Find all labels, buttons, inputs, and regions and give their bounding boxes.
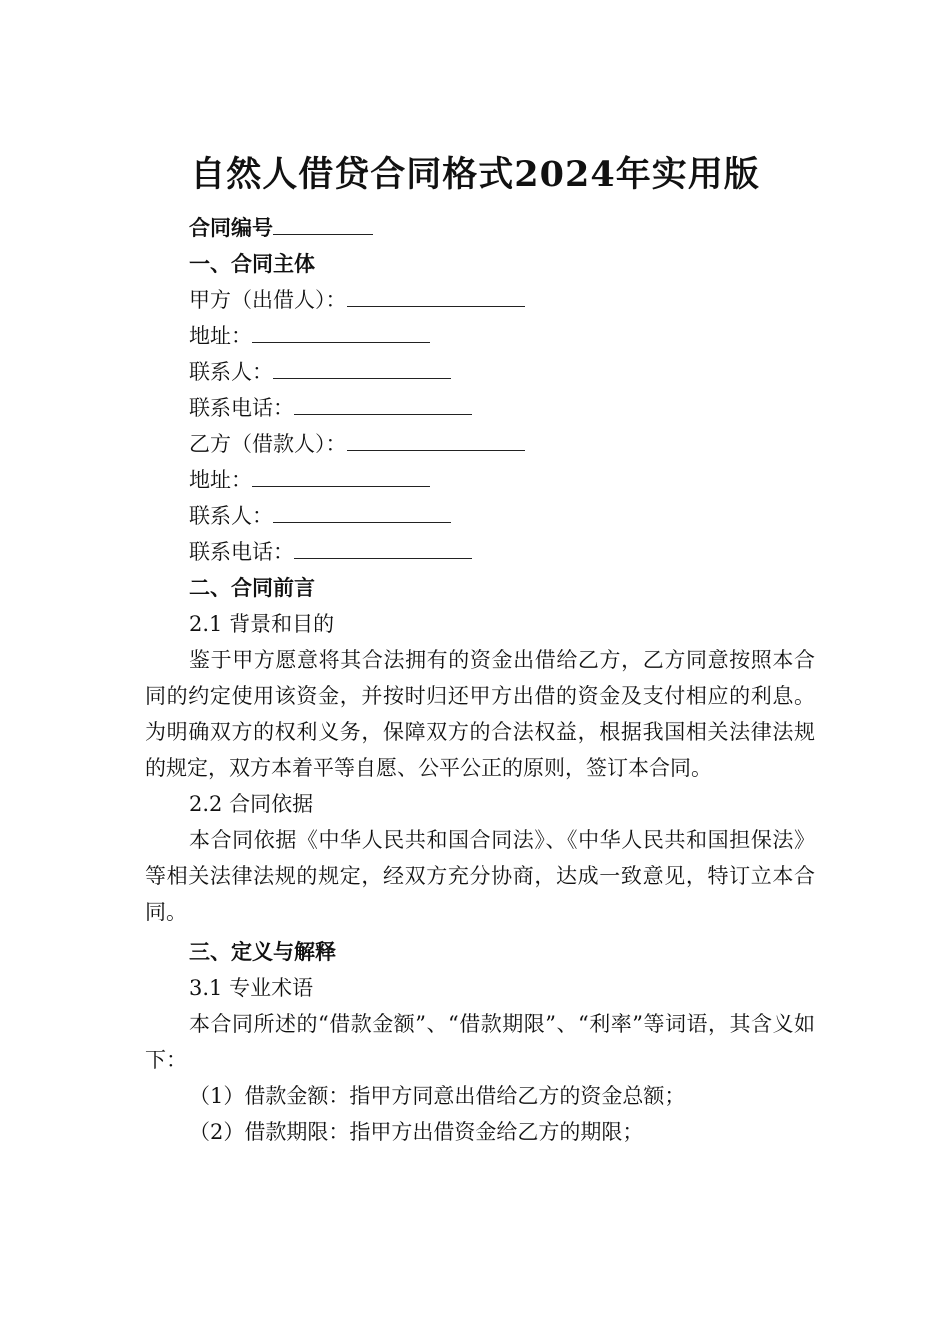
party-b-address-blank [252, 462, 430, 487]
party-b-address-line [145, 462, 815, 498]
contract-number-label: 合同编号 [189, 215, 273, 240]
party-b-phone-label: 联系电话： [189, 540, 294, 564]
party-b-contact-line [145, 498, 815, 534]
party-b-blank [347, 426, 525, 451]
document-title: 自然人借贷合同格式2024年实用版 [190, 154, 760, 195]
section2-1-text: 鉴于甲方愿意将其合法拥有的资金出借给乙方，乙方同意按照本合同的约定使用该资金，并按时归还甲方出借的资金及支付相应的利息。为明确双方的权利义务，保障双方的合法权益，根据我国相关法律法规的规定，双方本着平等自愿、公平公正的原则，签订本合同。 [145, 648, 815, 780]
section2-2-title: 2.2 合同依据 [189, 792, 314, 816]
section1-heading: 一、合同主体 [189, 251, 315, 276]
party-b-address-label: 地址： [189, 468, 252, 492]
definition-item-2: （2）借款期限：指甲方出借资金给乙方的期限； [189, 1120, 644, 1144]
party-b-phone-blank [294, 534, 472, 559]
section3-1-title: 3.1 专业术语 [189, 976, 314, 1000]
party-b-contact-blank [273, 498, 451, 523]
party-b-line [145, 426, 815, 462]
definition-item-1: （1）借款金额：指甲方同意出借给乙方的资金总额； [189, 1084, 686, 1108]
party-b-label: 乙方（借款人）： [189, 432, 347, 456]
party-a-contact-line [145, 354, 815, 390]
contract-number-line [145, 210, 815, 246]
party-a-label: 甲方（出借人）： [189, 288, 347, 312]
party-a-blank [347, 282, 525, 307]
section3-1-text: 本合同所述的“借款金额”、“借款期限”、“利率”等词语，其含义如下： [145, 1012, 815, 1072]
section2-2-text: 本合同依据《中华人民共和国合同法》、《中华人民共和国担保法》等相关法律法规的规定，经双方充分协商，达成一致意见，特订立本合同。 [145, 828, 815, 924]
party-a-line [145, 282, 815, 318]
party-a-contact-blank [273, 354, 451, 379]
party-b-contact-label: 联系人： [189, 504, 273, 528]
party-a-address-blank [252, 318, 430, 343]
section2-1-title: 2.1 背景和目的 [189, 612, 335, 636]
party-a-address-label: 地址： [189, 324, 252, 348]
party-a-address-line [145, 318, 815, 354]
contract-number-blank [273, 210, 373, 235]
party-a-phone-label: 联系电话： [189, 396, 294, 420]
section3-heading: 三、定义与解释 [189, 939, 336, 964]
document-body [145, 210, 815, 1150]
party-a-phone-line [145, 390, 815, 426]
party-b-phone-line [145, 534, 815, 570]
section2-heading: 二、合同前言 [189, 575, 315, 600]
party-a-phone-blank [294, 390, 472, 415]
party-a-contact-label: 联系人： [189, 360, 273, 384]
